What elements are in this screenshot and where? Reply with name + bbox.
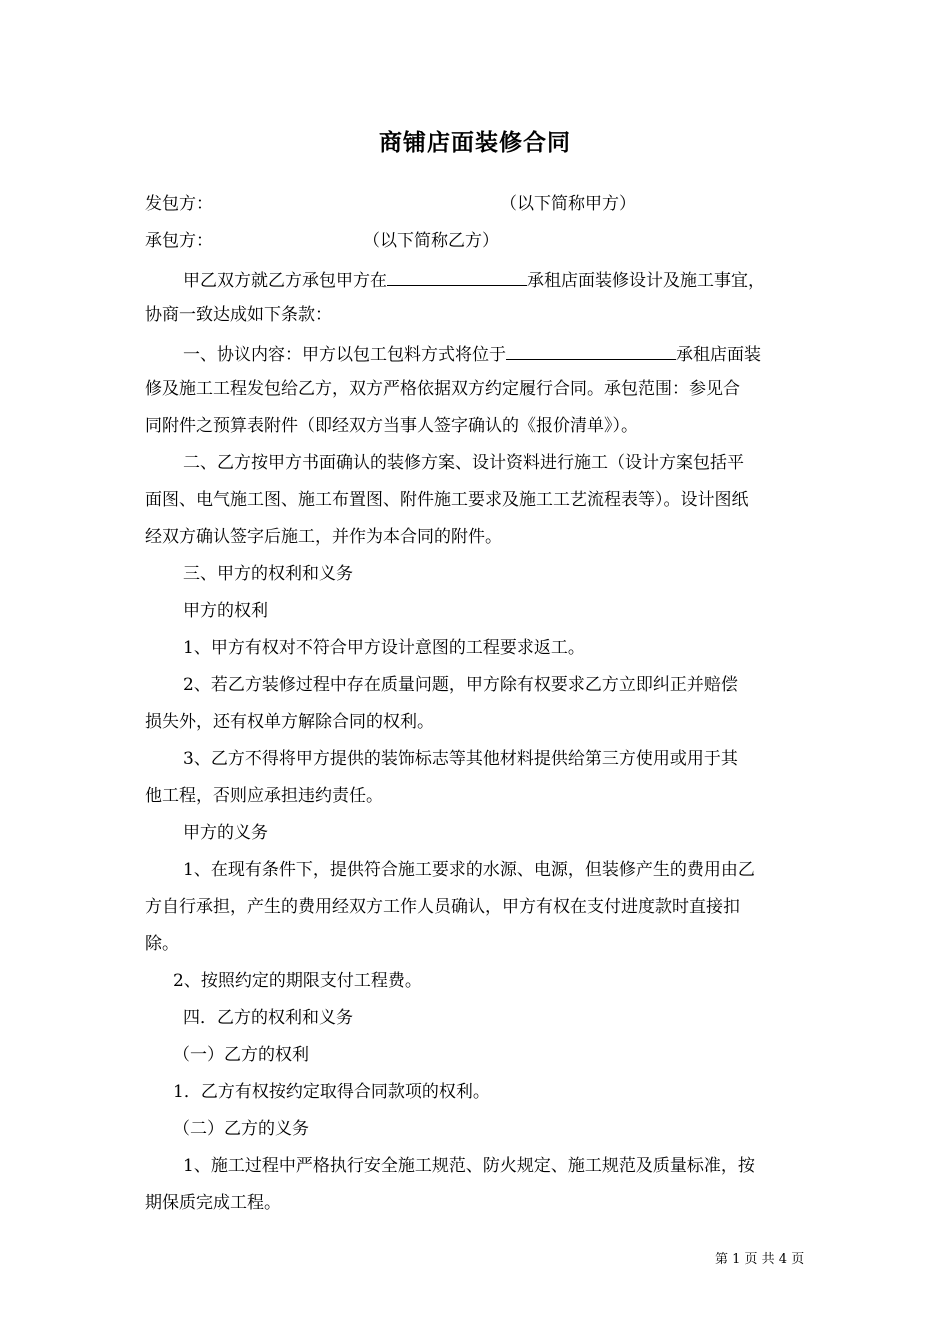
clause1-text-2: 承租店面装 bbox=[676, 345, 761, 365]
a-right-2-line-1: 2、若乙方装修过程中存在质量问题，甲方除有权要求乙方立即纠正并赔偿 bbox=[183, 675, 738, 695]
a-duties-heading: 甲方的义务 bbox=[183, 823, 268, 843]
party-a-alias: （以下简称甲方） bbox=[500, 194, 636, 214]
document-title: 商铺店面装修合同 bbox=[379, 129, 571, 156]
b-right-1: 1．乙方有权按约定取得合同款项的权利。 bbox=[173, 1082, 490, 1102]
clause1-line-1 bbox=[183, 341, 810, 366]
intro-line-2: 协商一致达成如下条款： bbox=[145, 305, 332, 325]
party-b-alias: （以下简称乙方） bbox=[363, 231, 499, 251]
b-duty-1-line-1: 1、施工过程中严格执行安全施工规范、防火规定、施工规范及质量标准，按 bbox=[183, 1156, 755, 1176]
a-duty-1-line-3: 除。 bbox=[145, 934, 179, 954]
intro-text-1: 甲乙双方就乙方承包甲方在 bbox=[183, 271, 387, 291]
blank-location-underline bbox=[387, 267, 527, 286]
clause2-line-1: 二、乙方按甲方书面确认的装修方案、设计资料进行施工（设计方案包括平 bbox=[183, 453, 744, 473]
clause3-heading: 三、甲方的权利和义务 bbox=[183, 564, 353, 584]
intro-line-1 bbox=[183, 267, 810, 292]
party-a-line bbox=[145, 193, 810, 215]
party-a-label: 发包方： bbox=[145, 194, 213, 214]
page-number: 第 1 页 共 4 页 bbox=[715, 1252, 805, 1267]
clause4-heading: 四．乙方的权利和义务 bbox=[183, 1008, 353, 1028]
clause2-line-2: 面图、电气施工图、施工布置图、附件施工要求及施工工艺流程表等）。设计图纸 bbox=[145, 490, 749, 510]
a-rights-heading: 甲方的权利 bbox=[183, 601, 268, 621]
b-duties-heading: （二）乙方的义务 bbox=[173, 1119, 309, 1139]
party-b-line bbox=[145, 230, 810, 252]
b-rights-heading: （一）乙方的权利 bbox=[173, 1045, 309, 1065]
a-duty-1-line-2: 方自行承担，产生的费用经双方工作人员确认，甲方有权在支付进度款时直接扣 bbox=[145, 897, 740, 917]
a-duty-1-line-1: 1、在现有条件下，提供符合施工要求的水源、电源，但装修产生的费用由乙 bbox=[183, 860, 755, 880]
b-duty-1-line-2: 期保质完成工程。 bbox=[145, 1193, 281, 1213]
party-b-label: 承包方： bbox=[145, 231, 213, 251]
clause1-line-3: 同附件之预算表附件（即经双方当事人签字确认的《报价清单》）。 bbox=[145, 416, 638, 436]
a-duty-2: 2、按照约定的期限支付工程费。 bbox=[173, 971, 422, 991]
clause1-text-1: 一、协议内容：甲方以包工包料方式将位于 bbox=[183, 345, 506, 365]
a-right-1: 1、甲方有权对不符合甲方设计意图的工程要求返工。 bbox=[183, 638, 585, 658]
blank-address-underline bbox=[506, 341, 676, 360]
a-right-3-line-2: 他工程，否则应承担违约责任。 bbox=[145, 786, 383, 806]
a-right-2-line-2: 损失外，还有权单方解除合同的权利。 bbox=[145, 712, 434, 732]
a-right-3-line-1: 3、乙方不得将甲方提供的装饰标志等其他材料提供给第三方使用或用于其 bbox=[183, 749, 738, 769]
intro-text-2: 承租店面装修设计及施工事宜， bbox=[527, 271, 765, 291]
clause1-line-2: 修及施工工程发包给乙方，双方严格依据双方约定履行合同。承包范围：参见合 bbox=[145, 379, 740, 399]
clause2-line-3: 经双方确认签字后施工，并作为本合同的附件。 bbox=[145, 527, 502, 547]
